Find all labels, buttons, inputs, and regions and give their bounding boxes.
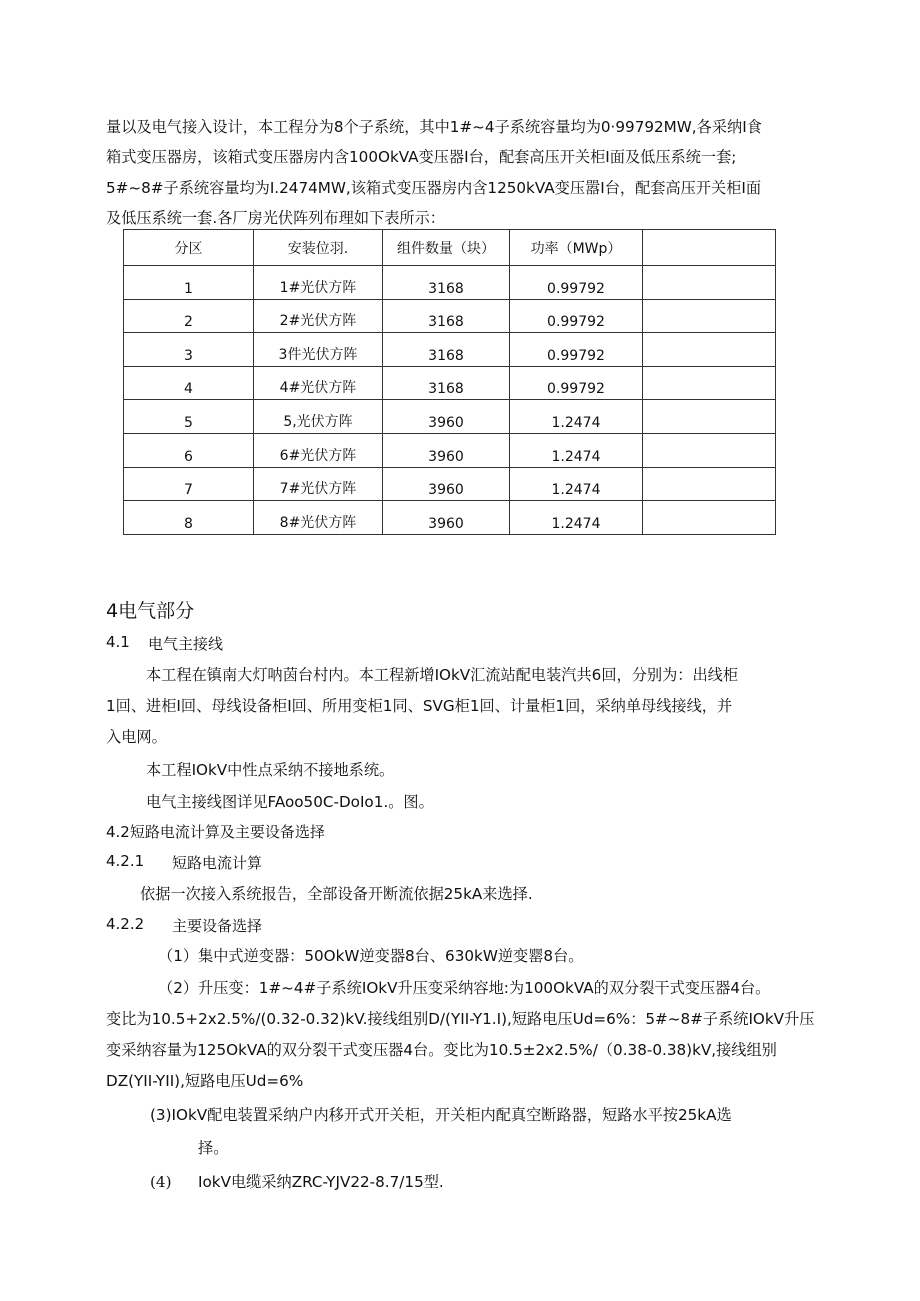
subsection-title: 4.2短路电流计算及主要设备选择 (106, 823, 325, 841)
cell-extra (643, 266, 776, 300)
table-row (124, 366, 776, 400)
subsection-number: 4.2.2 (106, 915, 145, 933)
intro-line-3: 5#~8#子系统容量均为I.2474MW,该箱式变压器房内含1250kVA变压嚣I台，配套高压开关柜I面 (106, 179, 762, 197)
paragraph-line: 变采纳容量为125OkVA的双分裂干式变压器4台。变比为10.5±2x2.5%/（0.38-0.38)kV,接线组别 (106, 1041, 777, 1059)
cell-zone: 7 (124, 467, 254, 501)
paragraph-line: 本工程IOkV中性点采纳不接地系统。 (146, 761, 395, 779)
header-extra (643, 230, 776, 266)
table-row (124, 467, 776, 501)
cell-power: 1.2474 (510, 433, 643, 467)
subsection-title: 电气主接线 (148, 635, 224, 653)
cell-extra (643, 501, 776, 535)
paragraph-line: 变比为10.5+2x2.5%/(0.32-0.32)kV.接线组别D/(YII-Y1.I),短路电压Ud=6%：5#~8#子系统IOkV升压 (106, 1010, 815, 1028)
cell-location: 8#光伏方阵 (254, 501, 383, 535)
cell-location: 2#光伏方阵 (254, 299, 383, 333)
list-item: IokV电缆采纳ZRC-YJV22-8.7/15型. (198, 1173, 444, 1191)
paragraph-line: 入电网。 (106, 728, 167, 746)
header-location: 安装位羽. (254, 230, 383, 266)
cell-zone: 3 (124, 333, 254, 367)
cell-power: 1.2474 (510, 467, 643, 501)
list-item-number: (4) (150, 1173, 172, 1191)
cell-power: 0.99792 (510, 299, 643, 333)
list-item: （2）升压变：1#~4#子系统IOkV升压变采纳容地:为100OkVA的双分裂干式变压器4台。 (158, 979, 771, 997)
cell-power: 0.99792 (510, 266, 643, 300)
cell-zone: 5 (124, 400, 254, 434)
cell-location: 1#光伏方阵 (254, 266, 383, 300)
cell-location: 5,光伏方阵 (254, 400, 383, 434)
cell-count: 3168 (383, 366, 510, 400)
cell-power: 1.2474 (510, 400, 643, 434)
cell-location: 4#光伏方阵 (254, 366, 383, 400)
subsection-number: 4.2.1 (106, 852, 145, 870)
list-item: （1）集中式逆变器：50OkW逆变器8台、630kW逆变罂8台。 (158, 947, 584, 965)
cell-location: 7#光伏方阵 (254, 467, 383, 501)
paragraph-line: DZ(YII-YII),短路电压Ud=6% (106, 1072, 304, 1090)
table-row (124, 433, 776, 467)
cell-count: 3168 (383, 266, 510, 300)
table-row (124, 333, 776, 367)
cell-extra (643, 400, 776, 434)
paragraph-line: 择。 (198, 1139, 229, 1157)
cell-count: 3960 (383, 400, 510, 434)
cell-count: 3168 (383, 299, 510, 333)
cell-power: 0.99792 (510, 366, 643, 400)
table-row (124, 299, 776, 333)
cell-count: 3960 (383, 501, 510, 535)
cell-location: 6#光伏方阵 (254, 433, 383, 467)
cell-zone: 2 (124, 299, 254, 333)
cell-extra (643, 467, 776, 501)
cell-extra (643, 433, 776, 467)
cell-location: 3件光伏方阵 (254, 333, 383, 367)
cell-count: 3168 (383, 333, 510, 367)
paragraph-line: 电气主接线图详见FAoo50C-DoIo1.。图。 (146, 793, 434, 811)
cell-count: 3960 (383, 467, 510, 501)
cell-extra (643, 299, 776, 333)
cell-extra (643, 366, 776, 400)
list-item: (3)IOkV配电装置采纳户内移开式开关柜，开关柜内配真空断路器，短路水平按25kA选 (150, 1106, 732, 1124)
cell-zone: 8 (124, 501, 254, 535)
cell-zone: 4 (124, 366, 254, 400)
cell-power: 0.99792 (510, 333, 643, 367)
intro-line-1: 量以及电气接入设计，本工程分为8个子系统，其中1#~4子系统容量均为0·99792MW,各采纳I食 (106, 118, 762, 136)
subsection-number: 4.1 (106, 633, 130, 651)
cell-zone: 6 (124, 433, 254, 467)
intro-line-4: 及低压系统一套.各厂房光伏阵列布理如下表所示： (106, 209, 445, 227)
cell-count: 3960 (383, 433, 510, 467)
intro-line-2: 箱式变压器房，该箱式变压器房内含100OkVA变压器I台，配套高压开关柜I面及低压系统一套; (106, 148, 737, 166)
cell-extra (643, 333, 776, 367)
subsection-title: 主要设备选择 (172, 917, 263, 935)
paragraph-line: 依据一次接入系统报告，全部设备开断流依据25kA来选择. (140, 885, 533, 903)
section-title: 4电气部分 (106, 600, 195, 622)
pv-array-table (123, 229, 776, 535)
table-row (124, 266, 776, 300)
table-row (124, 501, 776, 535)
paragraph-line: 1回、进柜I回、母线设备柜I回、所用变柜1同、SVG柜1回、计量柜1回，采纳单母线接线，并 (106, 697, 733, 715)
table-header-row (124, 230, 776, 266)
header-power: 功率（MWp） (510, 230, 643, 266)
cell-power: 1.2474 (510, 501, 643, 535)
subsection-title: 短路电流计算 (172, 854, 263, 872)
header-count: 组件数量（块） (383, 230, 510, 266)
header-zone: 分区 (124, 230, 254, 266)
paragraph-line: 本工程在镇南大灯呐茵台村内。本工程新增IOkV汇流站配电装汽共6回，分别为：出线柜 (146, 666, 739, 684)
table-row (124, 400, 776, 434)
cell-zone: 1 (124, 266, 254, 300)
